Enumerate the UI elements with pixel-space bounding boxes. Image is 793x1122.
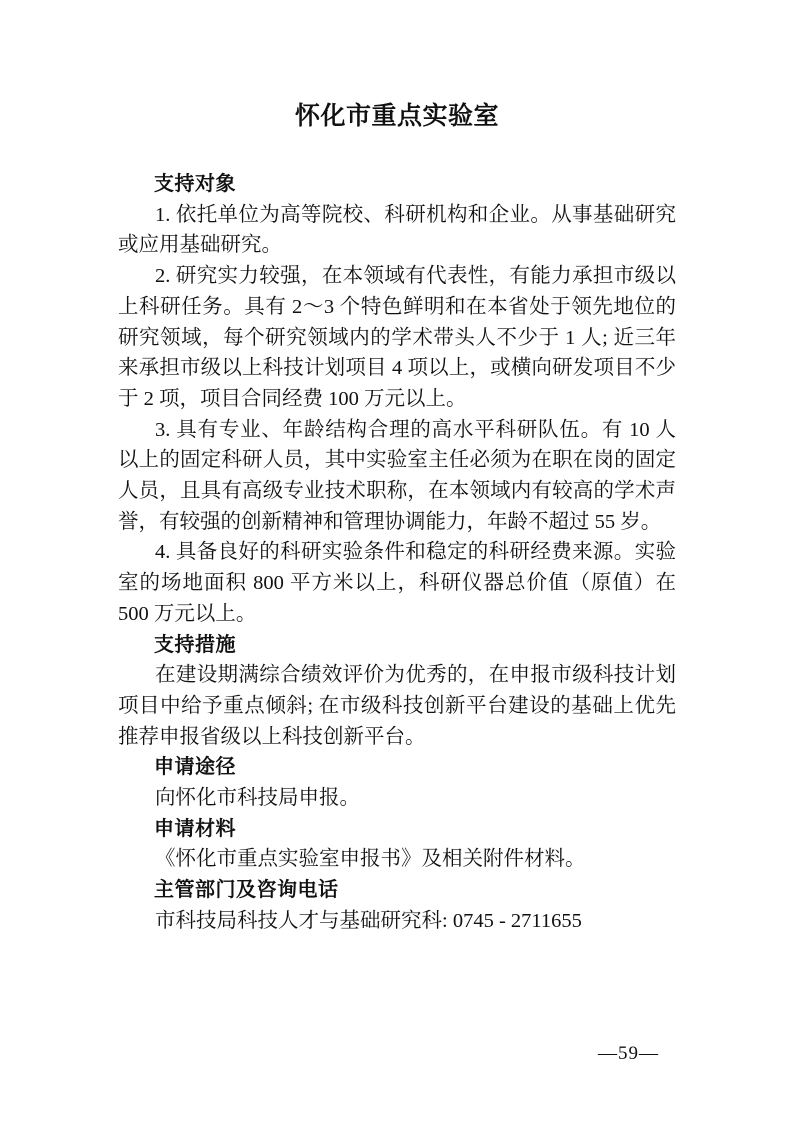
heading-application-materials: 申请材料	[154, 817, 236, 840]
paragraph-department-contact: 市科技局科技人才与基础研究科: 0745 - 2711655	[155, 909, 582, 932]
section-support-measures	[118, 630, 676, 753]
paragraph-support-target-1: 1. 依托单位为高等院校、科研机构和企业。从事基础研究或应用基础研究。	[118, 203, 676, 257]
paragraph-support-target-2: 2. 研究实力较强，在本领域有代表性，有能力承担市级以上科研任务。具有 2～3 个特色鲜明和在本省处于领先地位的研究领域，每个研究领域内的学术带头人不少于 1 人; 近三年来承担市级以上科技计划项目 4 项以上，或横向研发项目不少于 2 项，项目合同经费 100 万元以上。	[118, 265, 676, 410]
heading-department-contact: 主管部门及咨询电话	[154, 879, 339, 902]
section-department-contact	[118, 875, 676, 936]
paragraph-support-measures: 在建设期满综合绩效评价为优秀的，在申报市级科技计划项目中给予重点倾斜; 在市级科技创新平台建设的基础上优先推荐申报省级以上科技创新平台。	[118, 664, 676, 748]
paragraph-support-target-4: 4. 具备良好的科研实验条件和稳定的科研经费来源。实验室的场地面积 800 平方米以上，科研仪器总价值（原值）在 500 万元以上。	[118, 541, 676, 625]
paragraph-application-materials: 《怀化市重点实验室申报书》及相关附件材料。	[155, 848, 586, 871]
document-content	[118, 0, 676, 937]
heading-support-measures: 支持措施	[154, 633, 236, 656]
section-application-materials	[118, 814, 676, 875]
heading-support-targets: 支持对象	[154, 173, 236, 195]
section-application-channel	[118, 752, 676, 813]
heading-application-channel: 申请途径	[154, 756, 236, 779]
paragraph-support-target-3: 3. 具有专业、年龄结构合理的高水平科研队伍。有 10 人以上的固定科研人员，其中实验室主任必须为在职在岗的固定人员，且具有高级专业技术职称，在本领域内有较高的学术声誉，有较强的创新精神和管理协调能力，年龄不超过 55 岁。	[118, 418, 676, 533]
page-title: 怀化市重点实验室	[294, 103, 499, 130]
page-number: —59—	[598, 1043, 659, 1064]
paragraph-application-channel: 向怀化市科技局申报。	[155, 787, 360, 810]
section-support-targets	[118, 169, 676, 630]
